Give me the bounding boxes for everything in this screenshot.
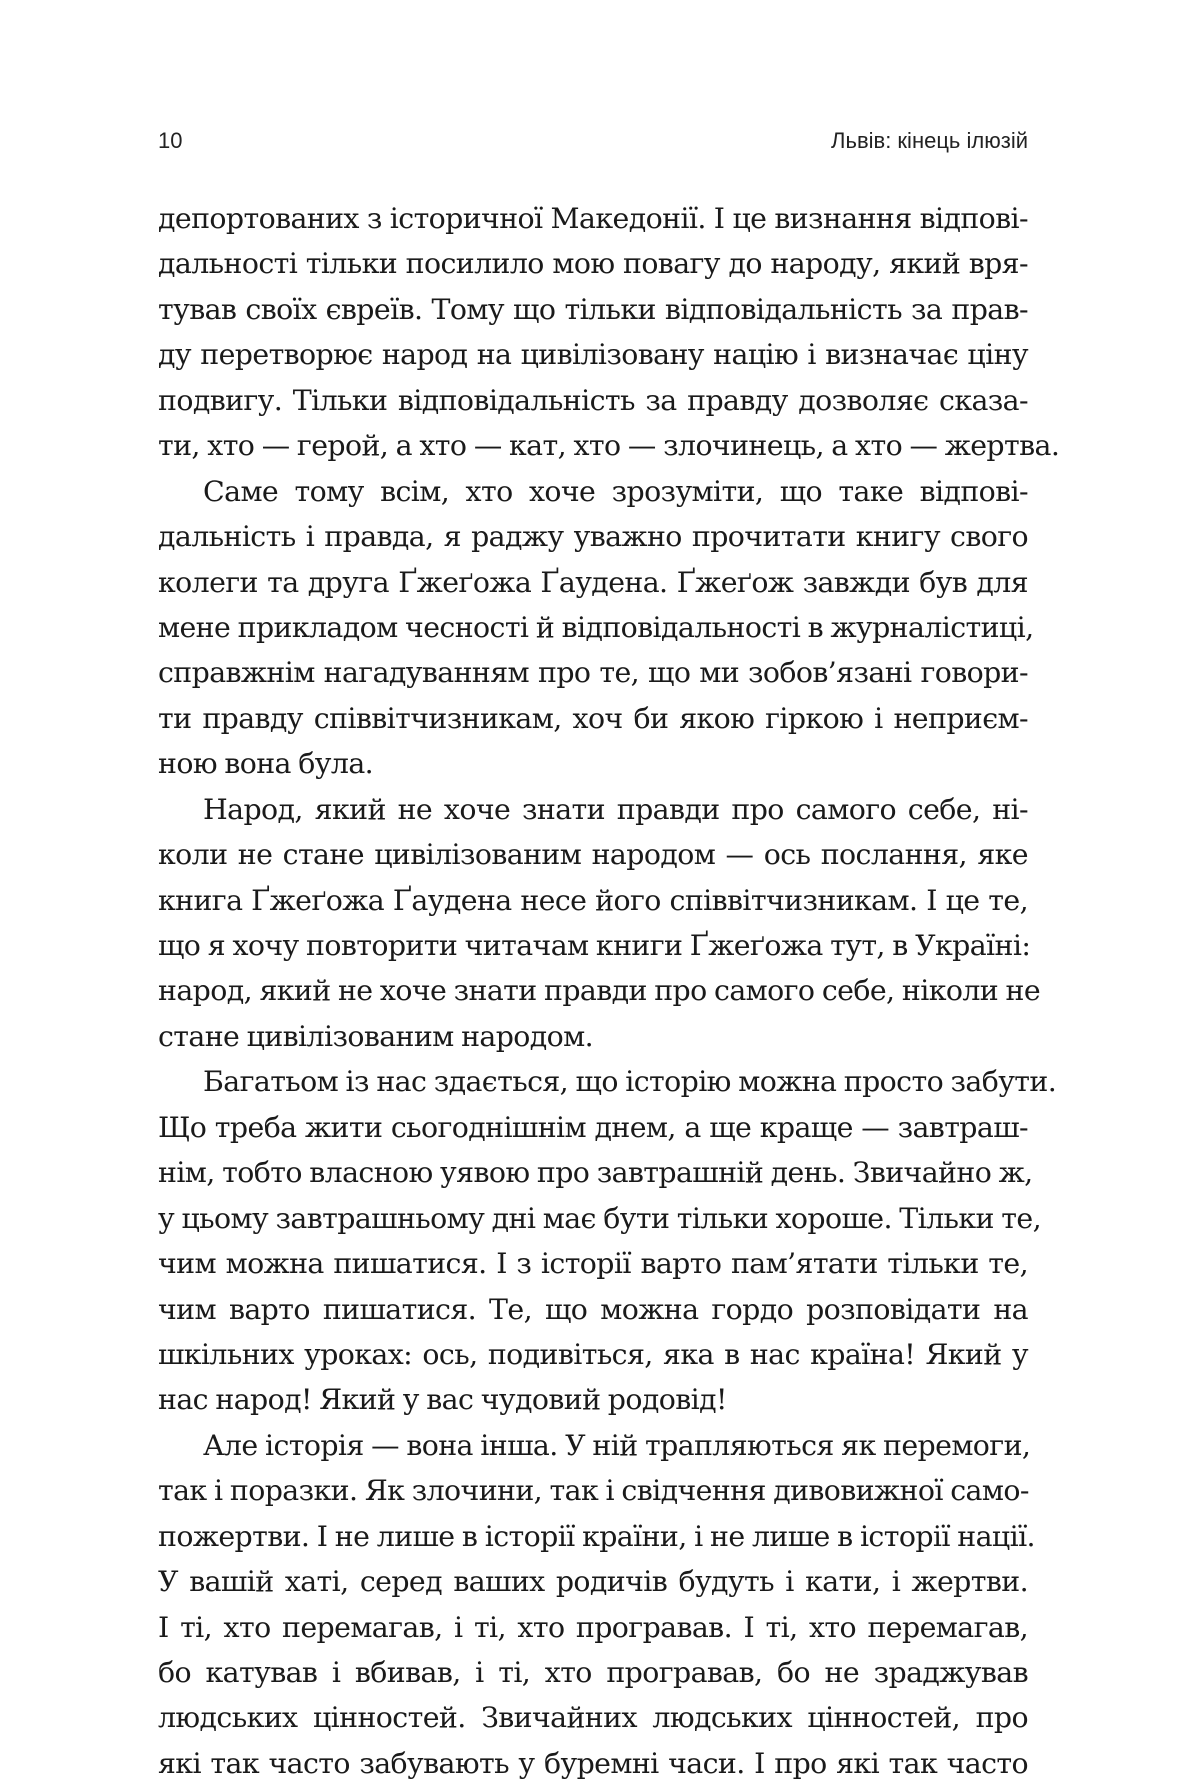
text-line: так і поразки. Як злочини, так і свідчення дивовижної само- — [158, 1474, 1029, 1508]
text-line: бо катував і вбивав, і ті, хто програвав, бо не зраджував — [158, 1656, 1028, 1689]
text-line: людських цінностей. Звичайних людських цінностей, про — [158, 1701, 1028, 1735]
text-line: які так часто забувають у буремні часи. І про які так часто — [158, 1746, 1028, 1780]
text-line: Народ, який не хоче знати правди про самого себе, ні- — [203, 792, 1028, 826]
text-line: ду перетворює народ на цивілізовану націю і визначає ціну — [158, 338, 1028, 372]
page-number: 10 — [158, 128, 183, 153]
text-line: Що треба жити сьогоднішнім днем, а ще краще — завтраш- — [158, 1110, 1028, 1144]
text-line: Але історія — вона інша. У ній трапляються як перемоги, — [203, 1428, 1031, 1462]
text-line: тував своїх євреїв. Тому що тільки відповідальність за прав- — [158, 292, 1028, 326]
text-line: депортованих з історичної Македонії. І це визнання відпові- — [158, 202, 1028, 235]
text-line: нім, тобто власною уявою про завтрашній день. Звичайно ж, — [158, 1156, 1033, 1190]
text-line: справжнім нагадуванням про те, що ми зобов’язані говори- — [158, 656, 1028, 690]
text-line: нас народ! Який у вас чудовий родовід! — [158, 1383, 727, 1417]
text-line: чим варто пишатися. Те, що можна гордо розповідати на — [158, 1292, 1028, 1326]
text-line: І ті, хто перемагав, і ті, хто програвав. І ті, хто перемагав, — [158, 1610, 1028, 1644]
text-line: подвигу. Тільки відповідальність за правду дозволяє сказа- — [158, 383, 1028, 417]
text-line: дальність і правда, я раджу уважно прочитати книгу свого — [158, 520, 1028, 554]
text-line: що я хочу повторити читачам книги Ґжеґожа тут, в Україні: — [158, 929, 1031, 962]
page-header — [158, 128, 1028, 160]
text-line: мене прикладом чесності й відповідальності в журналістиці, — [158, 610, 1034, 644]
text-line: пожертви. І не лише в історії країни, і не лише в історії нації. — [158, 1519, 1035, 1553]
text-line: дальності тільки посилило мою повагу до народу, який вря- — [158, 247, 1028, 281]
text-line: Саме тому всім, хто хоче зрозуміти, що таке відпові- — [203, 474, 1028, 508]
running-title: Львів: кінець ілюзій — [831, 128, 1028, 153]
paragraph — [158, 1423, 1035, 1786]
body-text — [158, 196, 1060, 1786]
text-line: книга Ґжеґожа Ґаудена несе його співвітчизникам. І це те, — [158, 883, 1028, 917]
text-line: ти, хто — герой, а хто — кат, хто — злочинець, а хто — жертва. — [158, 429, 1060, 463]
text-line: чим можна пишатися. І з історії варто пам’ятати тільки те, — [158, 1247, 1028, 1281]
paragraph — [158, 469, 1034, 787]
text-line: ти правду співвітчизникам, хоч би якою гіркою і неприєм- — [158, 701, 1028, 735]
text-line: у цьому завтрашньому дні має бути тільки хороше. Тільки те, — [158, 1201, 1042, 1235]
text-line: народ, який не хоче знати правди про самого себе, ніколи не — [158, 974, 1041, 1008]
text-line: У вашій хаті, серед ваших родичів будуть і кати, і жертви. — [158, 1565, 1028, 1599]
paragraph — [158, 196, 1060, 469]
text-line: шкільних уроках: ось, подивіться, яка в нас країна! Який у — [158, 1337, 1028, 1371]
text-line: колеги та друга Ґжеґожа Ґаудена. Ґжеґож завжди був для — [158, 565, 1028, 599]
paragraph — [158, 787, 1041, 1060]
text-line: коли не стане цивілізованим народом — ось послання, яке — [158, 838, 1028, 872]
text-line: стане цивілізованим народом. — [158, 1019, 594, 1053]
paragraph — [158, 1059, 1057, 1423]
text-line: ною вона була. — [158, 747, 374, 781]
text-line: Багатьом із нас здається, що історію можна просто забути. — [203, 1065, 1057, 1099]
